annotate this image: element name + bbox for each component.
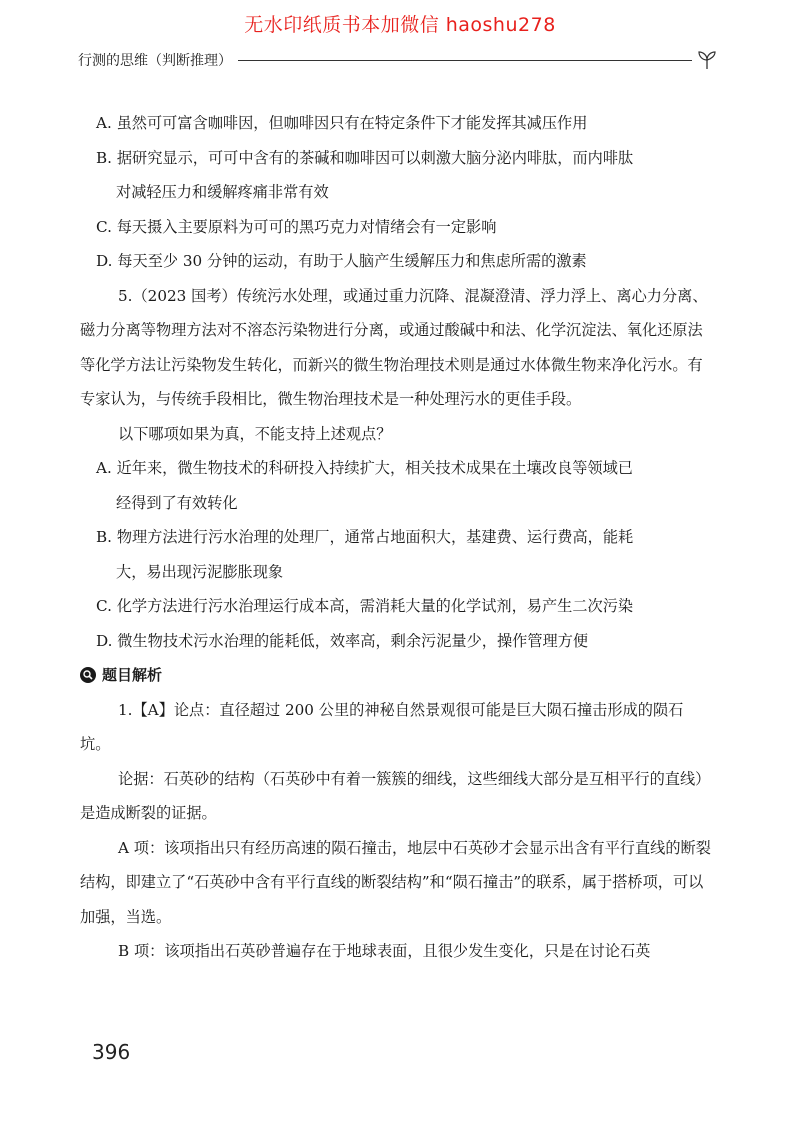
prev-option-b-cont: 对减轻压力和缓解疼痛非常有效 [116, 183, 329, 201]
q5-option-b: B. 物理方法进行污水治理的处理厂，通常占地面积大，基建费、运行费高，能耗 [96, 528, 634, 546]
prev-option-a: A. 虽然可可富含咖啡因，但咖啡因只有在特定条件下才能发挥其减压作用 [96, 114, 588, 132]
watermark: 无水印纸质书本加微信 haoshu278 [244, 14, 556, 36]
analysis-paragraph-4: B 项：该项指出石英砂普遍存在于地球表面，且很少发生变化，只是在讨论石英 [118, 942, 651, 960]
question-5-prompt: 以下哪项如果为真，不能支持上述观点？ [118, 424, 392, 443]
q5-option-b-cont: 大，易出现污泥膨胀现象 [116, 562, 284, 581]
prev-option-d: D. 每天至少 30 分钟的运动，有助于人脑产生缓解压力和焦虑所需的激素 [96, 252, 587, 270]
leaf-sprout-icon [696, 50, 718, 70]
prev-option-b: B. 据研究显示，可可中含有的茶碱和咖啡因可以刺激大脑分泌内啡肽，而内啡肽 [96, 148, 634, 167]
q5-option-a-cont: 经得到了有效转化 [116, 493, 238, 512]
header-title: 行测的思维（判断推理） [78, 53, 232, 69]
analysis-heading-text: 题目解析 [102, 666, 163, 684]
analysis-heading [80, 658, 712, 693]
analysis-paragraph-2: 论据：石英砂的结构（石英砂中有着一簇簇的细线，这些细线大部分是互相平行的直线）是造成断裂的证据。 [80, 769, 711, 822]
header-rule [238, 60, 692, 61]
q5-option-d: D. 微生物技术污水治理的能耗低，效率高，剩余污泥量少，操作管理方便 [96, 631, 589, 650]
analysis-magnifier-icon [80, 667, 96, 683]
prev-option-c: C. 每天摄入主要原料为可可的黑巧克力对情绪会有一定影响 [96, 217, 497, 236]
q5-option-c: C. 化学方法进行污水治理运行成本高，需消耗大量的化学试剂，易产生二次污染 [96, 597, 634, 615]
question-5-stem: 5.（2023 国考）传统污水处理，或通过重力沉降、混凝澄清、浮力浮上、离心力分离、磁力分离等物理方法对不溶态污染物进行分离，或通过酸碱中和法、化学沉淀法、氧化还原法等化学方法让污染物发生转化，而新兴的微生物治理技术则是通过水体微生物来净化污水。有专家认为，与传统手段相比，微生物治理技术是一种处理污水的更佳手段。 [80, 286, 708, 408]
page-number: 396 [92, 1040, 131, 1064]
analysis-paragraph-3: A 项：该项指出只有经历高速的陨石撞击，地层中石英砂才会显示出含有平行直线的断裂结构，即建立了“石英砂中含有平行直线的断裂结构”和“陨石撞击”的联系，属于搭桥项，可以加强，当选。 [80, 838, 711, 926]
analysis-paragraph-1: 1.【A】论点：直径超过 200 公里的神秘自然景观很可能是巨大陨石撞击形成的陨石坑。 [80, 700, 684, 753]
running-header [78, 48, 718, 72]
q5-option-a: A. 近年来，微生物技术的科研投入持续扩大，相关技术成果在土壤改良等领域已 [96, 459, 633, 477]
page-content [80, 106, 712, 969]
